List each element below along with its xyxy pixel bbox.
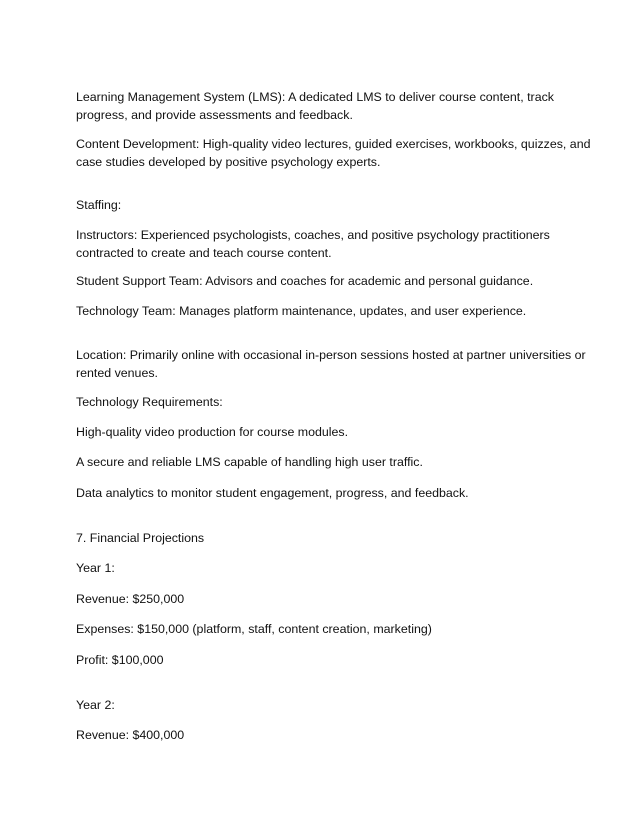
paragraph-line: Location: Primarily online with occasional in-person sessions hosted at partner universities or bbox=[76, 348, 586, 362]
paragraph-line: Revenue: $400,000 bbox=[76, 728, 185, 742]
paragraph-line: contracted to create and teach course content. bbox=[76, 246, 332, 260]
paragraph-line: Content Development: High-quality video lectures, guided exercises, workbooks, quizzes, and bbox=[76, 137, 591, 151]
paragraph-line: Expenses: $150,000 (platform, staff, content creation, marketing) bbox=[76, 622, 432, 636]
paragraph-line: Staffing: bbox=[76, 198, 122, 212]
paragraph-line: Learning Management System (LMS): A dedicated LMS to deliver course content, track bbox=[76, 90, 554, 104]
paragraph-line: Profit: $100,000 bbox=[76, 653, 164, 667]
paragraph-lms bbox=[76, 88, 566, 124]
paragraph-line: Technology Team: Manages platform maintenance, updates, and user experience. bbox=[76, 304, 527, 318]
paragraph-content-development bbox=[76, 135, 591, 171]
paragraph-line: 7. Financial Projections bbox=[76, 531, 205, 545]
paragraph-line: Data analytics to monitor student engagement, progress, and feedback. bbox=[76, 486, 469, 500]
paragraph-line: Instructors: Experienced psychologists, coaches, and positive psychology practitioners bbox=[76, 228, 550, 242]
paragraph-line: case studies developed by positive psychology experts. bbox=[76, 155, 381, 169]
heading-financial-projections bbox=[76, 529, 566, 547]
paragraph-year1-profit bbox=[76, 651, 566, 669]
paragraph-year2-revenue bbox=[76, 726, 566, 744]
heading-year-2 bbox=[76, 696, 566, 714]
paragraph-line: Student Support Team: Advisors and coaches for academic and personal guidance. bbox=[76, 274, 534, 288]
paragraph-line: Year 2: bbox=[76, 698, 115, 712]
paragraph-year1-revenue bbox=[76, 590, 566, 608]
paragraph-instructors bbox=[76, 226, 566, 262]
paragraph-line: Year 1: bbox=[76, 561, 115, 575]
paragraph-line: A secure and reliable LMS capable of handling high user traffic. bbox=[76, 455, 423, 469]
paragraph-student-support bbox=[76, 272, 566, 290]
heading-year-1 bbox=[76, 559, 566, 577]
paragraph-secure-lms bbox=[76, 453, 566, 471]
paragraph-line: Revenue: $250,000 bbox=[76, 592, 185, 606]
paragraph-location bbox=[76, 346, 586, 382]
paragraph-line: High-quality video production for course modules. bbox=[76, 425, 349, 439]
paragraph-line: rented venues. bbox=[76, 366, 158, 380]
paragraph-technology-team bbox=[76, 302, 566, 320]
heading-technology-requirements bbox=[76, 393, 566, 411]
paragraph-year1-expenses bbox=[76, 620, 566, 638]
paragraph-video-production bbox=[76, 423, 566, 441]
paragraph-line: Technology Requirements: bbox=[76, 395, 223, 409]
paragraph-data-analytics bbox=[76, 484, 566, 502]
paragraph-line: progress, and provide assessments and feedback. bbox=[76, 108, 353, 122]
heading-staffing bbox=[76, 196, 566, 214]
